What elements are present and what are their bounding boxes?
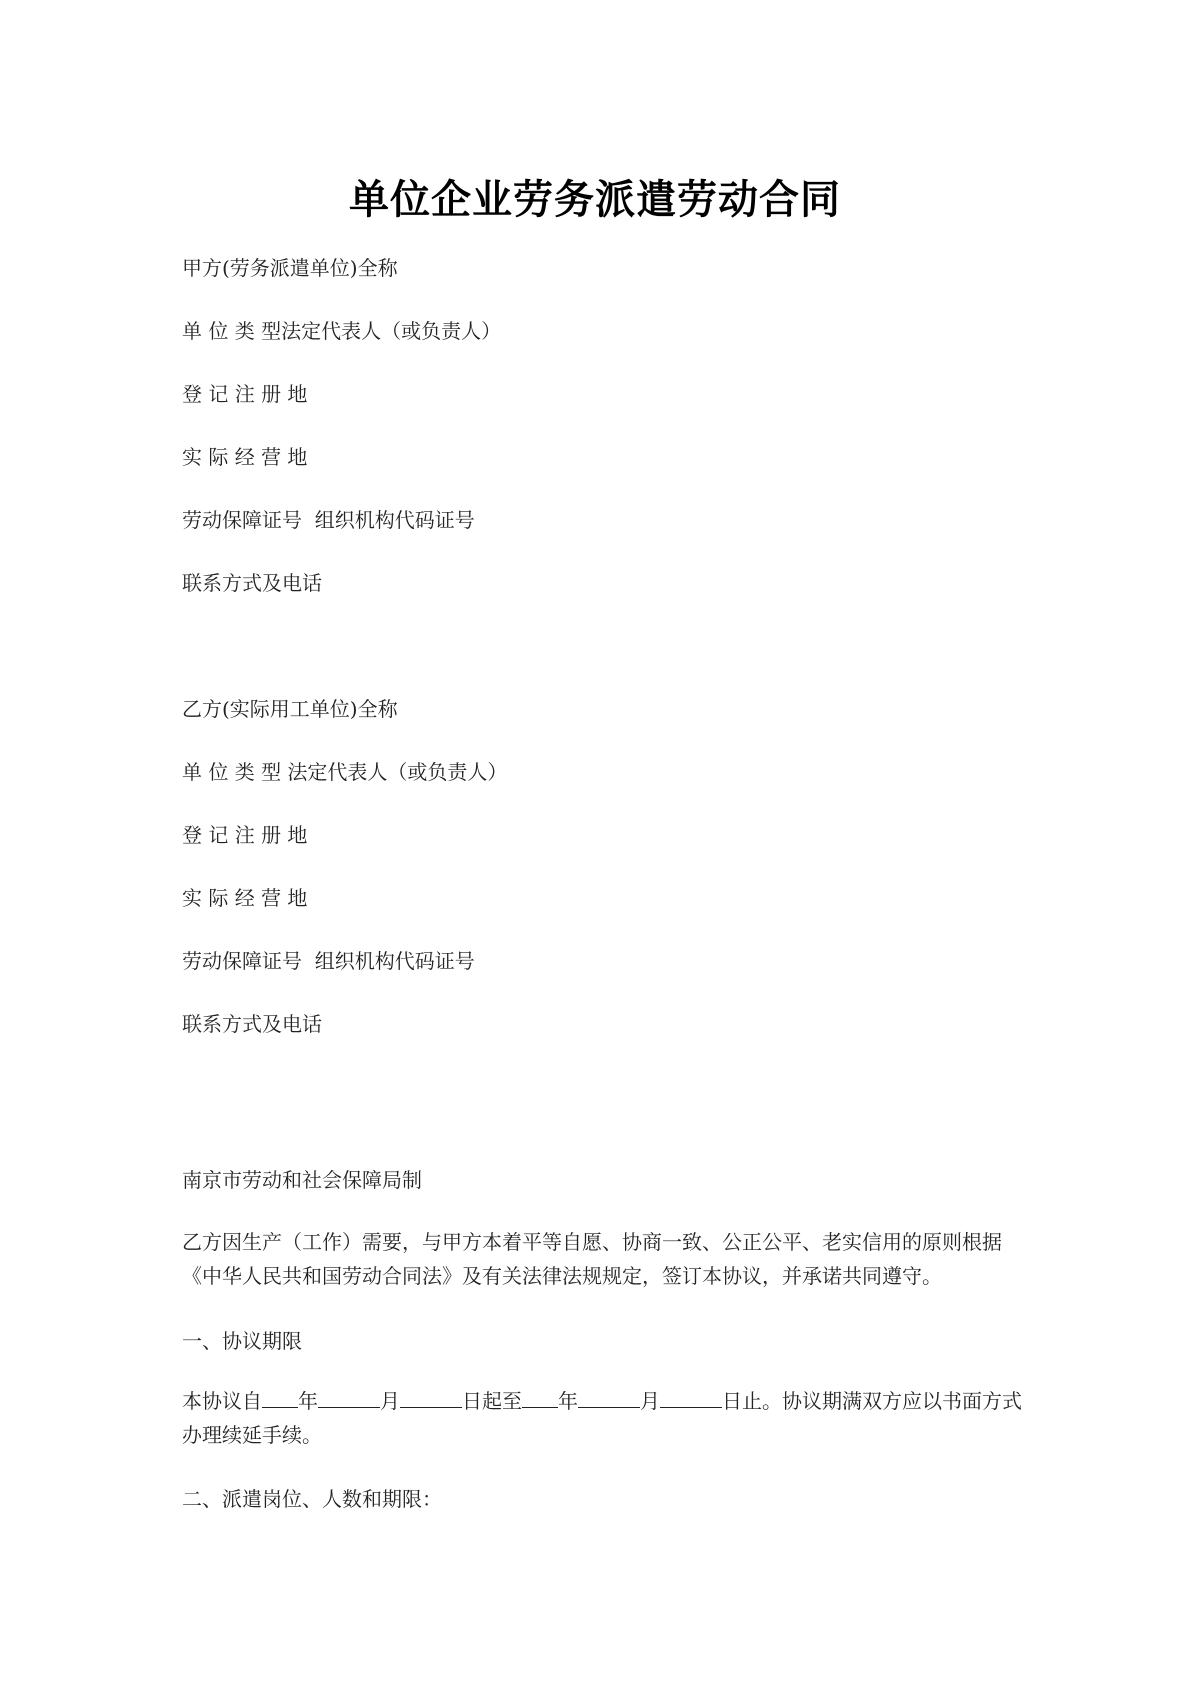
section-2-heading: 二、派遣岗位、人数和期限： (182, 1487, 442, 1511)
party-b-unit-type: 单 位 类 型 法定代表人（或负责人） (182, 760, 508, 784)
section-1-paragraph: 本协议自 年 月 日起至 年 月 日止。协议期满双方应以书面方式办理续延手续。 (182, 1389, 1022, 1447)
party-a-certificates: 劳动保障证号 组织机构代码证号 (182, 508, 475, 532)
party-b-registration: 登 记 注 册 地 (182, 823, 308, 847)
party-a-header: 甲方(劳务派遣单位)全称 (182, 256, 398, 280)
preamble-paragraph: 乙方因生产（工作）需要，与甲方本着平等自愿、协商一致、公正公平、老实信用的原则根据《中华人民共和国劳动合同法》及有关法律法规规定，签订本协议，并承诺共同遵守。 (182, 1230, 1002, 1288)
year-end-blank (522, 1389, 558, 1408)
party-a-business-address: 实 际 经 营 地 (182, 445, 308, 469)
day-end-blank (660, 1389, 722, 1408)
party-b-certificates: 劳动保障证号 组织机构代码证号 (182, 949, 475, 973)
party-b-header: 乙方(实际用工单位)全称 (182, 697, 398, 721)
section-1-heading: 一、协议期限 (182, 1329, 302, 1353)
issuer-line: 南京市劳动和社会保障局制 (182, 1168, 422, 1192)
month-end-blank (578, 1389, 640, 1408)
document-title: 单位企业劳务派遣劳动合同 (349, 176, 841, 223)
month-start-blank (318, 1389, 380, 1408)
party-a-registration: 登 记 注 册 地 (182, 382, 308, 406)
party-b-contact: 联系方式及电话 (182, 1012, 322, 1036)
party-a-unit-type: 单 位 类 型法定代表人（或负责人） (182, 319, 502, 343)
party-a-contact: 联系方式及电话 (182, 571, 322, 595)
party-b-business-address: 实 际 经 营 地 (182, 886, 308, 910)
year-start-blank (262, 1389, 298, 1408)
day-start-blank (400, 1389, 462, 1408)
